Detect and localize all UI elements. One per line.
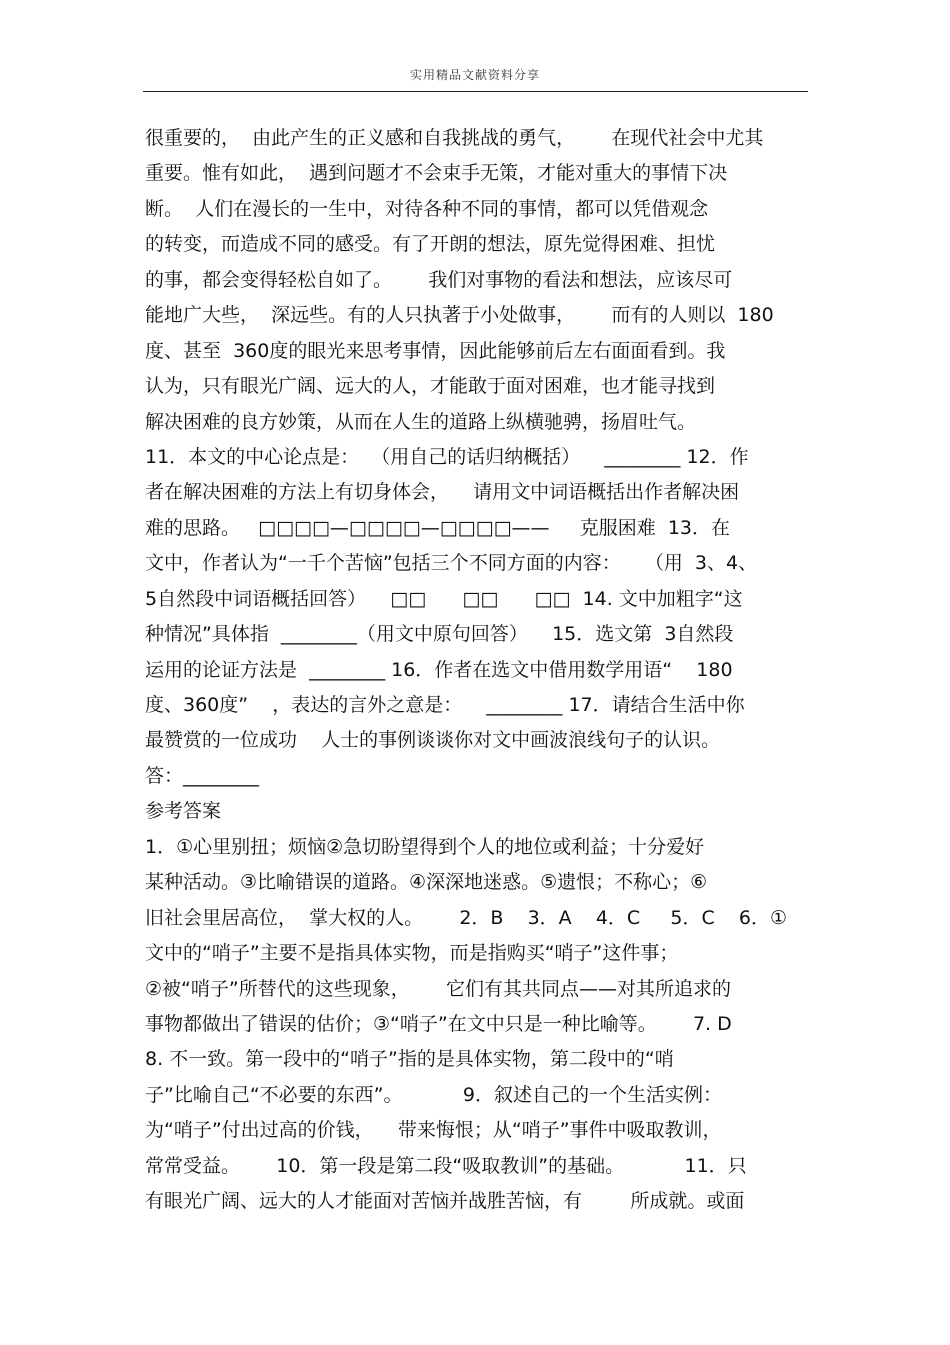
answer-blank-line: 答：________: [145, 764, 260, 787]
answer-line: 为“哨子”付出过高的价钱， 带来悔恨；从“哨子”事件中吸取教训，: [145, 1119, 722, 1142]
text-line: 重要。惟有如此， 遇到问题才不会束手无策，才能对重大的事情下决: [145, 162, 728, 185]
question-line: 度、360度” ，表达的言外之意是： ________ 17．请结合生活中你: [145, 694, 745, 716]
question-line: 最赞赏的一位成功 人士的事例谈谈你对文中画波浪线句子的认识。: [145, 729, 721, 752]
question-line: 难的思路。 □□□□—□□□□—□□□□—— 克服困难 13．在: [145, 516, 730, 539]
question-line: 者在解决困难的方法上有切身体会， 请用文中词语概括出作者解决困: [145, 481, 740, 504]
question-line: 5自然段中词语概括回答） □□ □□ □□ 14. 文中加粗字“这: [145, 587, 743, 610]
answer-line: 子”比喻自己“不必要的东西”。 9．叙述自己的一个生活实例：: [145, 1083, 723, 1106]
question-line: 运用的论证方法是 ________ 16．作者在选文中借用数学用语“ 180: [145, 658, 733, 681]
answer-line: 有眼光广阔、远大的人才能面对苦恼并战胜苦恼，有 所成就。或面: [145, 1190, 745, 1213]
text-line: 断。 人们在漫长的一生中，对待各种不同的事情，都可以凭借观念: [145, 197, 709, 220]
question-line: 种情况”具体指 ________（用文中原句回答） 15．选文第 3自然段: [145, 623, 734, 646]
answer-line: ②被“哨子”所替代的这些现象， 它们有其共同点——对其所追求的: [145, 977, 731, 1000]
text-line: 的事，都会变得轻松自如了。 我们对事物的看法和想法，应该尽可: [145, 268, 733, 291]
text-line: 的转变，而造成不同的感受。有了开朗的想法，原先觉得困难、担忧: [145, 233, 716, 256]
answer-line: 事物都做出了错误的估价；③“哨子”在文中只是一种比喻等。 7. D: [145, 1012, 732, 1035]
question-line: 文中，作者认为“一千个苦恼”包括三个不同方面的内容： （用 3、4、: [145, 552, 758, 575]
text-line: 度、甚至 360度的眼光来思考事情，因此能够前后左右面面看到。我: [145, 339, 726, 362]
text-line: 解决困难的良方妙策，从而在人生的道路上纵横驰骋，扬眉吐气。: [145, 410, 697, 433]
answer-line: 1．①心里别扭；烦恼②急切盼望得到个人的地位或利益；十分爱好: [145, 835, 705, 858]
answer-line: 旧社会里居高位， 掌大权的人。 2．B 3．A 4．C 5．C 6．①: [145, 906, 788, 929]
header-divider: [143, 91, 808, 92]
answer-key-heading: 参考答案: [145, 800, 222, 823]
page-header-title: 实用精品文献资料分享: [409, 68, 540, 82]
answer-line: 8. 不一致。第一段中的“哨子”指的是具体实物，第二段中的“哨: [145, 1048, 674, 1071]
text-line: 能地广大些， 深远些。有的人只执著于小处做事， 而有的人则以 180: [145, 304, 774, 327]
text-line: 很重要的， 由此产生的正义感和自我挑战的勇气， 在现代社会中尤其: [145, 127, 764, 149]
answer-line: 文中的“哨子”主要不是指具体实物，而是指购买“哨子”这件事；: [145, 942, 679, 965]
answer-line: 某种活动。③比喻错误的道路。④深深地迷惑。⑤遗恨；不称心；⑥: [145, 871, 708, 894]
text-line: 认为，只有眼光广阔、远大的人，才能敢于面对困难，也才能寻找到: [145, 375, 716, 398]
question-line: 11．本文的中心论点是： （用自己的话归纳概括） ________ 12．作: [145, 445, 749, 468]
answer-line: 常常受益。 10．第一段是第二段“吸取教训”的基础。 11．只: [145, 1154, 747, 1177]
document-body: [145, 121, 815, 1220]
